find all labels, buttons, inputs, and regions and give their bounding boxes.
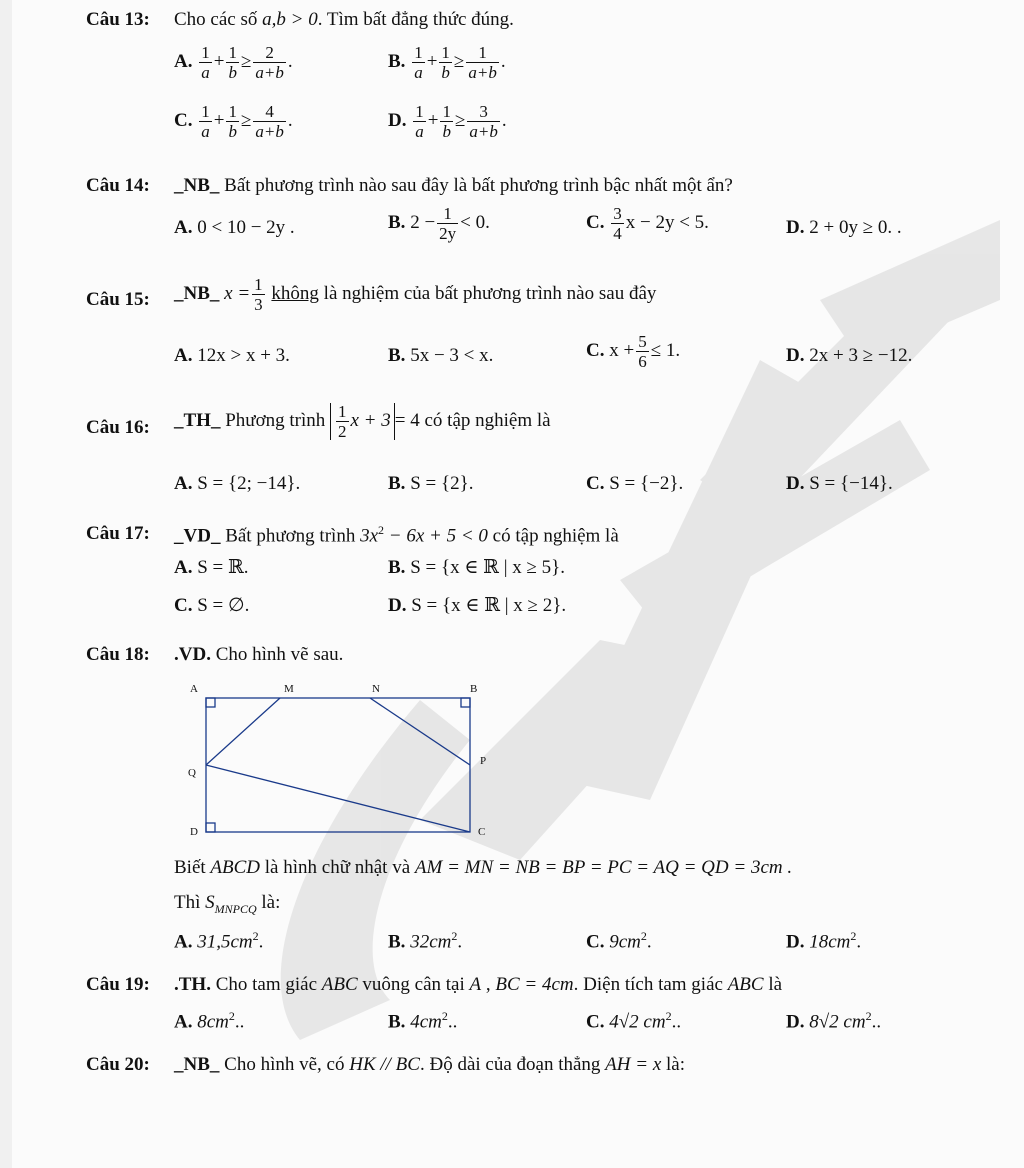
q14-option-b[interactable] [388, 205, 490, 242]
q14-d-text: 2 + 0y ≥ 0. . [809, 217, 902, 238]
q14-b-num: 1 [437, 205, 458, 224]
q16-text-pre: Phương trình [220, 409, 330, 431]
q13-b-dot: . [500, 50, 506, 72]
q18-d-sq: 2 [850, 929, 857, 943]
q19-b-text: 4cm [410, 1011, 442, 1033]
q17-exp: 2 [378, 523, 385, 537]
q14-c-den: 4 [613, 224, 622, 243]
q17-option-a[interactable] [174, 558, 249, 577]
q19-b-end: .. [447, 1011, 458, 1033]
q18-given-abcd: ABCD [210, 857, 261, 878]
q20-text-post: là: [661, 1054, 686, 1075]
q16-b-text: S = {2}. [410, 473, 474, 494]
q13-c-n2: 1 [228, 102, 237, 121]
q19-b-label: B. [388, 1011, 406, 1033]
q13-d-num: 3 [467, 103, 499, 122]
q19-c-text: 4√2 cm [609, 1011, 666, 1033]
q18-option-d[interactable] [786, 930, 861, 951]
q19-abc: ABC [321, 974, 358, 995]
q15-c-num: 5 [638, 332, 647, 351]
q15-option-b[interactable] [388, 346, 493, 365]
q19-c-end: .. [671, 1011, 682, 1033]
q13-b-ge: ≥ [453, 50, 465, 72]
q14-b-label: B. [388, 211, 406, 233]
q18-rectangle-figure [180, 678, 500, 848]
q13-a-d1: a [201, 63, 210, 82]
q13-d-label: D. [388, 109, 407, 131]
q15-a-label: A. [174, 345, 193, 366]
q16-d-label: D. [786, 473, 805, 494]
point-label-a: A [190, 683, 198, 695]
q13-c-plus: + [213, 109, 225, 131]
q15-b-label: B. [388, 345, 406, 366]
q13-a-ge: ≥ [240, 50, 252, 72]
q18-d-label: D. [786, 931, 805, 953]
q17-text-post: có tập nghiệm là [487, 525, 619, 547]
q18-b-sq: 2 [451, 929, 458, 943]
q13-d-ge: ≥ [454, 109, 466, 131]
q17-a-label: A. [174, 557, 193, 578]
q18-given-mid: là hình chữ nhật và [260, 857, 415, 878]
q13-option-b[interactable] [388, 44, 506, 81]
q13-b-label: B. [388, 50, 406, 72]
q17-option-d[interactable] [388, 596, 566, 615]
point-label-c: C [478, 826, 486, 838]
right-angle-a [206, 698, 215, 707]
q15-option-d[interactable] [786, 346, 912, 365]
q15-text: là nghiệm của bất phương trình nào sau đây [318, 282, 657, 304]
q13-b-num: 1 [466, 44, 498, 63]
q17-b-label: B. [388, 557, 406, 578]
q18-c-end: . [646, 931, 652, 953]
q16-tag: _TH_ [174, 409, 221, 431]
q16-b-label: B. [388, 473, 406, 494]
q13-a-n1: 1 [201, 43, 210, 62]
point-label-q: Q [188, 767, 196, 779]
q20-text-pre: Cho hình vẽ, có [219, 1054, 350, 1075]
q13-d-d1: a [415, 122, 424, 141]
q13-a-n2: 1 [228, 43, 237, 62]
q15-option-c[interactable] [586, 333, 680, 370]
q18-a-label: A. [174, 931, 193, 953]
q14-b-pre: 2 − [410, 211, 436, 233]
q15-c-den: 6 [638, 352, 647, 371]
q13-stem [174, 10, 514, 29]
q19-a-sq: 2 [228, 1009, 235, 1023]
q13-cond: a,b > 0 [262, 9, 318, 30]
q19-c-label: C. [586, 1011, 605, 1033]
q18-a-end: . [258, 931, 264, 953]
q19-bc: BC = 4cm [495, 974, 574, 995]
q14-label: Câu 14: [86, 175, 150, 196]
q15-a-text: 12x > x + 3. [197, 345, 290, 366]
q13-d-n1: 1 [415, 102, 424, 121]
q18-label: Câu 18: [86, 644, 150, 665]
q18-a-sq: 2 [252, 929, 259, 943]
q14-d-label: D. [786, 217, 805, 238]
q18-c-text: 9cm [609, 931, 641, 953]
q19-d-text: 8√2 cm [809, 1011, 866, 1033]
q15-c-pre: x + [609, 339, 635, 361]
q16-a-text: S = {2; −14}. [197, 473, 301, 494]
q14-b-post: < 0. [460, 211, 490, 233]
q20-tag: _NB_ [174, 1054, 220, 1075]
q16-option-b[interactable] [388, 474, 473, 493]
q17-expr-a: 3x [360, 525, 379, 547]
q16-text-post: có tập nghiệm là [419, 409, 551, 431]
q15-stem [174, 276, 656, 313]
q15-underlined: không [271, 282, 319, 304]
rectangle-abcd [206, 698, 470, 832]
q19-a-pt: A [469, 974, 482, 995]
q16-c-text: S = {−2}. [609, 473, 684, 494]
point-label-m: M [284, 683, 294, 695]
q18-ask [174, 893, 280, 915]
point-label-n: N [372, 683, 380, 695]
q17-stem [174, 524, 619, 545]
q16-den: 2 [338, 422, 347, 441]
q19-abc2: ABC [727, 974, 764, 995]
q14-c-label: C. [586, 211, 605, 233]
q13-a-den: a+b [255, 63, 284, 82]
q20-ah: AH = x [605, 1054, 662, 1075]
point-label-p: P [480, 755, 487, 767]
q13-a-d2: b [228, 63, 237, 82]
q19-option-d[interactable] [786, 1010, 881, 1031]
q15-den: 3 [254, 295, 263, 314]
right-angle-b [461, 698, 470, 707]
q13-a-label: A. [174, 50, 193, 72]
q14-b-den: 2y [439, 224, 457, 243]
q13-label: Câu 13: [86, 9, 150, 30]
q13-d-n2: 1 [442, 102, 451, 121]
q16-num: 1 [338, 402, 347, 421]
q19-c-sq: 2 [665, 1009, 672, 1023]
q15-b-text: 5x − 3 < x. [410, 345, 494, 366]
q18-b-text: 32cm [410, 931, 452, 953]
q13-c-n1: 1 [201, 102, 210, 121]
q16-abs-post: x + 3 [350, 409, 391, 431]
q17-d-label: D. [388, 595, 407, 616]
q17-option-c[interactable] [174, 596, 249, 615]
q13-b-plus: + [426, 50, 438, 72]
q18-a-text: 31,5cm [197, 931, 253, 953]
q18-given-eq: AM = MN = NB = BP = PC = AQ = QD = 3cm . [414, 857, 793, 878]
q17-c-text: S = ∅. [197, 595, 250, 616]
q18-given-pre: Biết [174, 857, 211, 878]
q16-label: Câu 16: [86, 417, 150, 438]
q20-text-mid: . Độ dài của đoạn thẳng [419, 1054, 606, 1075]
q17-label: Câu 17: [86, 523, 150, 544]
q18-d-end: . [856, 931, 862, 953]
q13-a-num: 2 [253, 44, 285, 63]
q13-b-d2: b [441, 63, 450, 82]
q18-s: S [205, 892, 215, 913]
q15-d-label: D. [786, 345, 805, 366]
q13-c-den: a+b [255, 122, 284, 141]
q16-c-label: C. [586, 473, 605, 494]
point-label-d: D [190, 826, 198, 838]
q18-ask-post: là: [256, 892, 281, 913]
q19-option-c[interactable] [586, 1010, 681, 1031]
q13-c-label: C. [174, 109, 193, 131]
q16-stem [174, 403, 551, 440]
q13-c-d1: a [201, 122, 210, 141]
segment-mq [206, 698, 280, 765]
segment-np [370, 698, 470, 765]
q15-option-a[interactable] [174, 346, 290, 365]
right-angle-d [206, 823, 215, 832]
q18-option-a[interactable] [174, 930, 263, 951]
q20-par: HK // BC [349, 1054, 420, 1075]
q13-option-d[interactable] [388, 103, 507, 140]
q14-c-num: 3 [613, 204, 622, 223]
q19-option-a[interactable] [174, 1010, 244, 1031]
q20-stem [174, 1055, 685, 1074]
q14-option-a[interactable] [174, 218, 295, 237]
q20-label: Câu 20: [86, 1054, 150, 1075]
q17-b-text: S = {x ∈ ℝ | x ≥ 5}. [410, 557, 566, 578]
q13-b-n1: 1 [414, 43, 423, 62]
q19-d-sq: 2 [865, 1009, 872, 1023]
q17-option-b[interactable] [388, 558, 565, 577]
q19-text-mid: vuông cân tại [357, 974, 470, 995]
q13-option-a[interactable] [174, 44, 293, 81]
q19-text-pre: Cho tam giác [210, 974, 322, 995]
q13-text-post: . Tìm bất đẳng thức đúng. [317, 9, 514, 30]
q13-a-dot: . [287, 50, 293, 72]
q18-option-c[interactable] [586, 930, 652, 951]
q15-c-label: C. [586, 339, 605, 361]
q19-d-end: .. [871, 1011, 882, 1033]
q13-b-d1: a [414, 63, 423, 82]
q16-d-text: S = {−14}. [809, 473, 893, 494]
q14-option-d[interactable] [786, 218, 902, 237]
q19-d-label: D. [786, 1011, 805, 1033]
q16-abs [330, 403, 395, 440]
q15-x-eq: x = [224, 282, 251, 304]
q13-c-d2: b [228, 122, 237, 141]
q14-tag: _NB_ [174, 175, 220, 196]
q19-tag: .TH. [174, 974, 211, 995]
q13-b-den: a+b [468, 63, 497, 82]
q19-text-post: . Diện tích tam giác [573, 974, 728, 995]
q13-c-ge: ≥ [240, 109, 252, 131]
q13-d-d2: b [442, 122, 451, 141]
q15-tag: _NB_ [174, 282, 220, 304]
q13-d-dot: . [501, 109, 507, 131]
q13-a-plus: + [213, 50, 225, 72]
q17-expr-b: − 6x + 5 < 0 [384, 525, 488, 547]
q17-d-text: S = {x ∈ ℝ | x ≥ 2}. [411, 595, 567, 616]
q16-option-a[interactable] [174, 474, 300, 493]
q15-c-post: ≤ 1. [650, 339, 681, 361]
q14-option-c[interactable] [586, 205, 709, 242]
q18-c-label: C. [586, 931, 605, 953]
q19-b-sq: 2 [441, 1009, 448, 1023]
q15-d-text: 2x + 3 ≥ −12. [809, 345, 913, 366]
q18-text: Cho hình vẽ sau. [210, 644, 344, 665]
q18-option-b[interactable] [388, 930, 462, 951]
point-label-b: B [470, 683, 478, 695]
q17-tag: _VD_ [174, 525, 221, 547]
q16-eq: = 4 [394, 409, 420, 431]
q18-tag: .VD. [174, 644, 211, 665]
q13-text-pre: Cho các số [174, 9, 263, 30]
q15-num: 1 [254, 275, 263, 294]
q13-d-plus: + [427, 109, 439, 131]
q13-option-c[interactable] [174, 103, 293, 140]
q13-d-den: a+b [469, 122, 498, 141]
q14-a-label: A. [174, 217, 193, 238]
q19-a-text: 8cm [197, 1011, 229, 1033]
q13-c-dot: . [287, 109, 293, 131]
q17-a-text: S = ℝ. [197, 557, 249, 578]
q14-stem [174, 176, 733, 195]
q18-ask-pre: Thì [174, 892, 206, 913]
q13-c-num: 4 [253, 103, 285, 122]
q18-b-label: B. [388, 931, 406, 953]
q18-stem [174, 645, 343, 664]
q19-a-end: .. [234, 1011, 245, 1033]
q19-comma: , [481, 974, 496, 995]
q19-label: Câu 19: [86, 974, 150, 995]
q19-la: là [763, 974, 783, 995]
q16-option-c[interactable] [586, 474, 683, 493]
q19-stem [174, 975, 782, 994]
q18-d-text: 18cm [809, 931, 851, 953]
q18-c-sq: 2 [640, 929, 647, 943]
segment-qc [206, 765, 470, 832]
q14-c-post: x − 2y < 5. [625, 211, 709, 233]
q15-label: Câu 15: [86, 289, 150, 310]
q16-option-d[interactable] [786, 474, 893, 493]
q17-text-pre: Bất phương trình [220, 525, 361, 547]
q14-text: Bất phương trình nào sau đây là bất phương trình bậc nhất một ẩn? [219, 175, 733, 196]
q19-a-label: A. [174, 1011, 193, 1033]
q17-c-label: C. [174, 595, 193, 616]
q13-b-n2: 1 [441, 43, 450, 62]
q16-a-label: A. [174, 473, 193, 494]
q18-b-end: . [457, 931, 463, 953]
q14-a-text: 0 < 10 − 2y . [197, 217, 295, 238]
q18-sub: MNPCQ [214, 901, 257, 916]
q19-option-b[interactable] [388, 1010, 457, 1031]
q18-given [174, 858, 792, 877]
